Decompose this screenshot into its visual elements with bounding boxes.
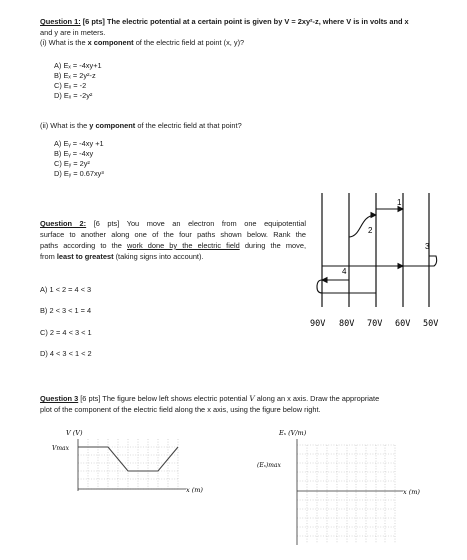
- potential-plot-x-label: x (m): [186, 486, 203, 494]
- field-plot-x-label: x (m): [403, 488, 420, 496]
- q1-part-i-bold: x component: [87, 38, 134, 47]
- path-label-2: 2: [368, 226, 373, 235]
- q1-tail: , where V is in volts and x: [318, 17, 409, 26]
- q1-label: Question 1:: [40, 17, 81, 26]
- field-plot-emax-label: (Eₓ)max: [257, 462, 281, 469]
- path-4-curve: [317, 280, 376, 293]
- path-3-curve: [322, 256, 437, 266]
- q1-ii-option-b[interactable]: B) Eᵧ = -4xy: [54, 149, 94, 158]
- q1-formula: V = 2xy²-z: [284, 17, 319, 26]
- q2-option-a[interactable]: A) 1 < 2 = 4 < 3: [40, 285, 92, 294]
- q1-line2: and y are in meters.: [40, 27, 106, 37]
- field-plot-grid: [297, 445, 395, 543]
- equipotential-diagram: [300, 185, 465, 335]
- q2-option-b[interactable]: B) 2 < 3 < 1 = 4: [40, 306, 92, 315]
- path-label-4: 4: [342, 267, 347, 276]
- path-label-3: 3: [425, 242, 430, 251]
- voltage-label-50v: 50V: [423, 319, 439, 329]
- q1-ii-option-a[interactable]: A) Eᵧ = -4xy +1: [54, 139, 104, 148]
- q1-head: [6 pts] The electric potential at a certain point is given by: [82, 17, 285, 26]
- q1-part-ii-prompt: (ii) What is the y component of the electric field at that point?: [40, 121, 242, 130]
- q2-option-c[interactable]: C) 2 = 4 < 3 < 1: [40, 328, 92, 337]
- potential-plot-vmax-label: Vmax: [52, 445, 69, 452]
- q1-i-option-a[interactable]: A) Eₓ = -4xy+1: [54, 61, 102, 70]
- potential-plot: [30, 425, 220, 550]
- q1-part-i-prefix: (i) What is the: [40, 38, 88, 47]
- field-plot-y-label: Eₓ (V/m): [279, 429, 307, 437]
- field-plot: [255, 425, 460, 555]
- path-label-1: 1: [397, 198, 402, 207]
- q3-prompt: Question 3 [6 pts] The figure below left shows electric potential V along an x axis. Draw the appropriate plot of the component of the electric field along the x axis, using the figure below right.: [40, 394, 380, 414]
- q1-i-option-b[interactable]: B) Eₓ = 2y²-z: [54, 71, 96, 80]
- potential-curve: [78, 447, 178, 471]
- voltage-label-70v: 70V: [367, 319, 383, 329]
- q1-i-option-c[interactable]: C) Eₓ = -2: [54, 81, 87, 90]
- q1-prompt: [40, 17, 460, 49]
- voltage-label-80v: 80V: [339, 319, 355, 329]
- q1-part-i-suffix: of the electric field at point (x, y)?: [133, 38, 245, 47]
- q3-label: Question 3: [40, 394, 79, 403]
- q1-ii-option-c[interactable]: C) Eᵧ = 2y²: [54, 159, 90, 168]
- q2-prompt: Question 2: [6 pts] You move an electron from one equipotential surface to another along one of the four paths shown below. Rank the paths according to the work done by the electric field during the move, from least to greatest (taking signs into account).: [40, 219, 306, 261]
- voltage-label-90v: 90V: [310, 319, 326, 329]
- q1-ii-option-d[interactable]: D) Eᵧ = 0.67xy³: [54, 169, 104, 178]
- q1-i-option-d[interactable]: D) Eₓ = -2y²: [54, 91, 93, 100]
- potential-plot-y-label: V (V): [66, 429, 83, 437]
- q2-option-d[interactable]: D) 4 < 3 < 1 < 2: [40, 349, 92, 358]
- q2-label: Question 2:: [40, 219, 87, 228]
- voltage-label-60v: 60V: [395, 319, 411, 329]
